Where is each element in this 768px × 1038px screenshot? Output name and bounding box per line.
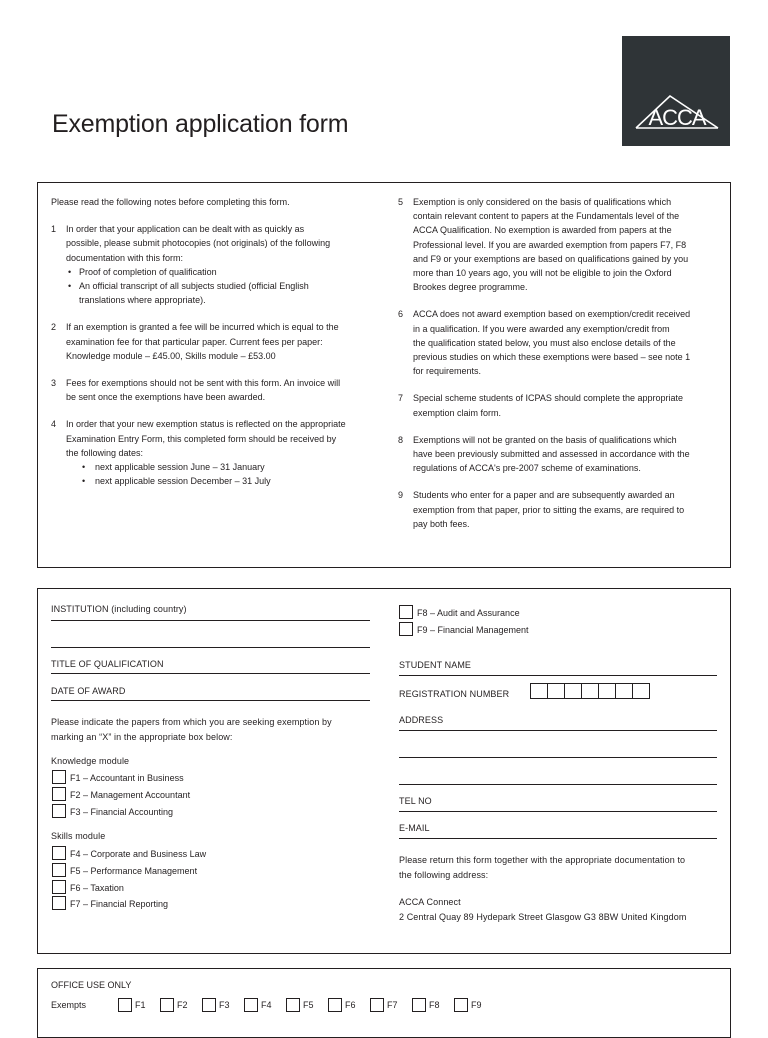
f1-label: F1 – Accountant in Business	[70, 773, 184, 783]
note-line: Examination Entry Form, this completed form should be received by	[66, 433, 337, 444]
note-item	[51, 222, 376, 307]
f6-label: F6 – Taxation	[70, 883, 124, 893]
note-number: 7	[398, 393, 404, 404]
email-line[interactable]	[399, 838, 717, 839]
office-f9-checkbox[interactable]	[454, 998, 468, 1012]
note-line: pay both fees.	[413, 518, 470, 529]
reg-box[interactable]	[547, 683, 565, 699]
office-f5-label: F5	[303, 1000, 314, 1010]
indicate-text-2: marking an “X” in the appropriate box below:	[51, 732, 233, 742]
registration-number-boxes[interactable]	[531, 683, 650, 699]
office-f1-label: F1	[135, 1000, 146, 1010]
office-f3-label: F3	[219, 1000, 230, 1010]
note-bullet: • next applicable session December – 31 July	[66, 474, 376, 488]
tel-line[interactable]	[399, 811, 717, 812]
reg-box[interactable]	[615, 683, 633, 699]
note-line: the following dates:	[66, 447, 144, 458]
note-item	[51, 376, 376, 404]
return-name: ACCA Connect	[399, 897, 461, 907]
note-number: 1	[51, 224, 57, 235]
note-line: Professional level. If you are awarded exemption from papers F7, F8	[413, 239, 687, 250]
notes-left-column	[51, 195, 376, 501]
office-f4-label: F4	[261, 1000, 272, 1010]
note-line: Exemption is only considered on the basis of qualifications which	[413, 197, 672, 207]
skills-module-heading: Skills module	[51, 831, 106, 841]
indicate-text-1: Please indicate the papers from which you are seeking exemption by	[51, 717, 332, 727]
tel-label: TEL NO	[399, 796, 432, 806]
office-f7-checkbox[interactable]	[370, 998, 384, 1012]
reg-box[interactable]	[598, 683, 616, 699]
note-number: 8	[398, 434, 404, 445]
note-number: 2	[51, 322, 57, 333]
reg-box[interactable]	[632, 683, 650, 699]
office-use-panel	[37, 968, 731, 1038]
f9-checkbox[interactable]	[399, 622, 413, 636]
note-item	[51, 320, 376, 363]
office-f9-label: F9	[471, 1000, 482, 1010]
f5-label: F5 – Performance Management	[70, 866, 198, 876]
address-line-1[interactable]	[399, 730, 717, 731]
f8-label: F8 – Audit and Assurance	[417, 608, 520, 618]
note-bullet: translations where appropriate).	[79, 295, 206, 306]
note-bullets	[66, 460, 376, 488]
date-of-award-label: DATE OF AWARD	[51, 686, 126, 696]
note-number: 6	[398, 309, 404, 320]
note-line: In order that your application can be dealt with as quickly as	[66, 224, 305, 235]
reg-box[interactable]	[564, 683, 582, 699]
note-line: ACCA does not award exemption based on exemption/credit received	[413, 309, 691, 320]
office-f2-checkbox[interactable]	[160, 998, 174, 1012]
note-line: Knowledge module – £45.00, Skills module – £53.00	[66, 350, 276, 361]
institution-label: INSTITUTION (including country)	[51, 604, 187, 614]
note-line: regulations of ACCA's pre-2007 scheme of examinations.	[413, 463, 641, 474]
f8-checkbox[interactable]	[399, 605, 413, 619]
note-line: Special scheme students of ICPAS should complete the appropriate	[413, 393, 683, 404]
qualification-line[interactable]	[51, 673, 370, 674]
application-form	[37, 588, 731, 954]
note-item	[398, 195, 723, 294]
note-number: 4	[51, 419, 57, 430]
address-line-3[interactable]	[399, 784, 717, 785]
reg-box[interactable]	[581, 683, 599, 699]
f7-label: F7 – Financial Reporting	[70, 899, 169, 909]
notes-intro: Please read the following notes before completing this form.	[51, 197, 290, 207]
acca-logo	[622, 36, 730, 146]
note-line: In order that your new exemption status is reflected on the appropriate	[66, 419, 346, 430]
note-line: and F9 or your exemptions are based on qualifications gained by you	[413, 253, 689, 264]
note-line: Fees for exemptions should not be sent with this form. An invoice will	[66, 378, 341, 389]
note-line: have been previously submitted and assessed in accordance with the	[413, 449, 690, 460]
f9-label: F9 – Financial Management	[417, 625, 529, 635]
office-f2-label: F2	[177, 1000, 188, 1010]
note-line: contain relevant content to papers at the Fundamentals level of the	[413, 211, 680, 222]
note-number: 9	[398, 490, 404, 501]
note-line: examination fee for that particular paper. Current fees per paper:	[66, 336, 323, 347]
registration-number-label: REGISTRATION NUMBER	[399, 689, 510, 699]
note-bullets	[66, 265, 376, 308]
page-title: Exemption application form	[52, 110, 349, 138]
note-item	[51, 417, 376, 488]
date-of-award-line[interactable]	[51, 700, 370, 701]
note-line: possible, please submit photocopies (not originals) of the following	[66, 238, 331, 249]
note-line: Students who enter for a paper and are subsequently awarded an	[413, 490, 675, 501]
note-line: for requirements.	[413, 366, 482, 377]
address-line-2[interactable]	[399, 757, 717, 758]
note-line: the qualification stated below, you must also enclose details of the	[413, 337, 676, 348]
institution-line-2[interactable]	[51, 647, 370, 648]
office-f1-checkbox[interactable]	[118, 998, 132, 1012]
f5-checkbox[interactable]	[52, 863, 66, 877]
f6-checkbox[interactable]	[52, 880, 66, 894]
note-line: documentation with this form:	[66, 252, 184, 263]
note-line: be sent once the exemptions have been awarded.	[66, 392, 266, 403]
note-bullet: • An official transcript of all subjects studied (official English	[66, 279, 376, 293]
office-f5-checkbox[interactable]	[286, 998, 300, 1012]
note-item	[398, 391, 723, 419]
qualification-label: TITLE OF QUALIFICATION	[51, 659, 164, 669]
notes-right-column	[398, 195, 723, 544]
note-item	[398, 307, 723, 378]
f4-label: F4 – Corporate and Business Law	[70, 849, 207, 859]
notes-panel	[37, 182, 731, 568]
return-text-2: the following address:	[399, 870, 489, 880]
note-number: 5	[398, 197, 404, 207]
note-line: exemption from that paper, prior to sitting the exams, are required to	[413, 504, 685, 515]
note-bullet: • Proof of completion of qualification	[66, 265, 376, 279]
note-item	[398, 488, 723, 531]
return-text-1: Please return this form together with the appropriate documentation to	[399, 855, 686, 865]
f2-label: F2 – Management Accountant	[70, 790, 191, 800]
exempts-label: Exempts	[51, 1000, 87, 1010]
f3-label: F3 – Financial Accounting	[70, 807, 174, 817]
email-label: E-MAIL	[399, 823, 430, 833]
note-line: ACCA Qualification. No exemption is awarded from papers at the	[413, 225, 672, 236]
note-line: previous studies on which these exemptions were based – see note 1	[413, 352, 691, 363]
note-item	[398, 433, 723, 476]
note-line: Exemptions will not be granted on the basis of qualifications which	[413, 434, 677, 445]
f2-checkbox[interactable]	[52, 787, 66, 801]
office-use-heading: OFFICE USE ONLY	[51, 980, 132, 990]
reg-box[interactable]	[530, 683, 548, 699]
acca-logo-mark	[634, 94, 720, 130]
institution-line-1[interactable]	[51, 620, 370, 621]
f4-checkbox[interactable]	[52, 846, 66, 860]
office-f7-label: F7	[387, 1000, 398, 1010]
office-f3-checkbox[interactable]	[202, 998, 216, 1012]
note-line: more than 10 years ago, you will not be eligible to join the Oxford	[413, 268, 672, 279]
office-f4-checkbox[interactable]	[244, 998, 258, 1012]
note-bullet: • next applicable session June – 31 January	[66, 460, 376, 474]
student-name-line[interactable]	[399, 675, 717, 676]
note-number: 3	[51, 378, 57, 389]
f3-checkbox[interactable]	[52, 804, 66, 818]
logo-text: ACCA	[648, 105, 706, 130]
note-line: If an exemption is granted a fee will be incurred which is equal to the	[66, 322, 339, 333]
f7-checkbox[interactable]	[52, 896, 66, 910]
office-f8-label: F8	[429, 1000, 440, 1010]
student-name-label: STUDENT NAME	[399, 660, 472, 670]
office-f6-label: F6	[345, 1000, 356, 1010]
note-line: exemption claim form.	[413, 407, 502, 418]
office-f6-checkbox[interactable]	[328, 998, 342, 1012]
office-f8-checkbox[interactable]	[412, 998, 426, 1012]
note-line: in a qualification. If you were awarded any exemption/credit from	[413, 323, 670, 334]
note-line: Brookes degree programme.	[413, 282, 528, 293]
knowledge-module-heading: Knowledge module	[51, 756, 130, 766]
return-address: 2 Central Quay 89 Hydepark Street Glasgow G3 8BW United Kingdom	[399, 912, 687, 922]
f1-checkbox[interactable]	[52, 770, 66, 784]
address-label: ADDRESS	[399, 715, 444, 725]
